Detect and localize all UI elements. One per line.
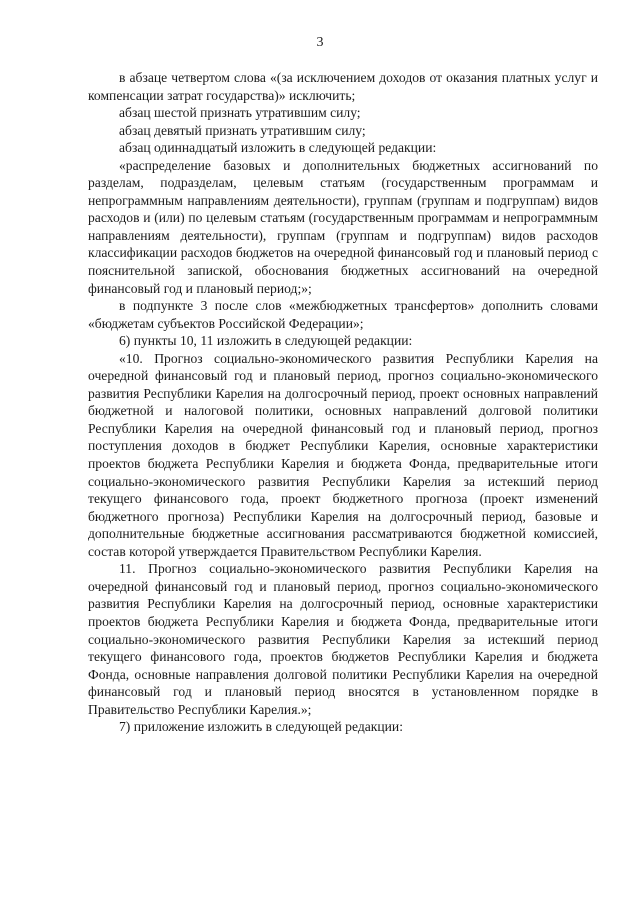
paragraph-paragraph-4-amendment: в абзаце четвертом слова «(за исключением доходов от оказания платных услуг и компенсации затрат государства)» исключить; bbox=[88, 70, 598, 103]
paragraph-paragraph-9-repeal: абзац девятый признать утратившим силу; bbox=[119, 122, 366, 138]
paragraph-allocation-quote: «распределение базовых и дополнительных бюджетных ассигнований по разделам, подразделам, целевым статьям (государственным программам и непрограммным направлениям деятельности), группам (группам и подгруппам) видов расходов и (или) по целевым статьям (государственным программам и непрограммным направлениям деятельности), группам (группам и подгруппам) видов расходов классификации расходов бюджетов на очередной финансовый год и плановый период с пояснительной запиской, обоснования бюджетных ассигнований на очередной финансовый год и плановый период;»; bbox=[88, 157, 598, 296]
paragraph-paragraph-6-repeal: абзац шестой признать утратившим силу; bbox=[119, 105, 361, 121]
paragraph-clause-11: 11. Прогноз социально-экономического развития Республики Карелия на очередной финансовый год и плановый период, прогноз социально-экономического развития Республики Карелия на долгосрочный период, основные характеристики проектов бюджета Республики Карелия и бюджета Фонда, предварительные итоги социально-экономического развития Республики Карелия за истекший период текущего финансового года, проектов бюджетов Республики Карелия и бюджета Фонда, основные направления долговой политики Республики Карелия на очередной финансовый год и плановый период вносятся в установленном порядке в Правительство Республики Карелия.»; bbox=[88, 561, 598, 717]
paragraph-item-6-intro: 6) пункты 10, 11 изложить в следующей редакции: bbox=[119, 333, 413, 349]
paragraph-subclause-3: в подпункте 3 после слов «межбюджетных трансфертов» дополнить словами «бюджетам субъектов Российской Федерации»; bbox=[88, 298, 598, 331]
paragraph-clause-10: «10. Прогноз социально-экономического развития Республики Карелия на очередной финансовый год и плановый период, прогноз социально-экономического развития Республики Карелия на долгосрочный период, проект основных направлений бюджетной и налоговой политики, основных направлений долговой политики Республики Карелия на очередной финансовый год и плановый период, прогноз поступления доходов в бюджет Республики Карелия, основные характеристики проектов бюджета Республики Карелия и бюджета Фонда, предварительные итоги социально-экономического развития Республики Карелия за истекший период текущего финансового года, проект бюджетного прогноза (проект изменений бюджетного прогноза) Республики Карелия на долгосрочный период, базовые и дополнительные бюджетные ассигнования рассматриваются бюджетной комиссией, состав которой утверждается Правительством Республики Карелия. bbox=[88, 350, 598, 559]
page-number: 3 bbox=[316, 35, 324, 50]
paragraph-paragraph-11-intro: абзац одиннадцатый изложить в следующей редакции: bbox=[119, 140, 437, 156]
body-text bbox=[88, 69, 598, 736]
paragraph-item-7: 7) приложение изложить в следующей редакции: bbox=[119, 719, 403, 735]
